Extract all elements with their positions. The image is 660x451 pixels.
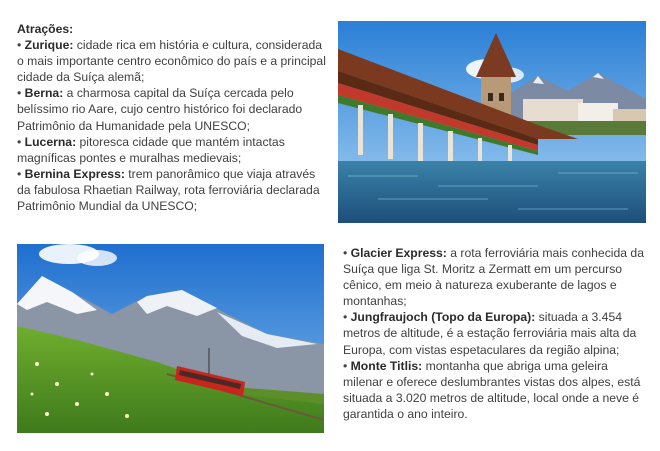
list-item-monte-titlis [343, 358, 648, 422]
item-name: Monte Titlis: [350, 358, 423, 373]
bullet: • [343, 358, 351, 373]
attractions-list-bottom [343, 245, 648, 422]
bullet: • [17, 134, 25, 149]
item-name: Glacier Express: [350, 246, 447, 260]
jungfrau-railway-photo [17, 244, 324, 433]
item-text: a rota ferroviária mais conhecida da Suíça que liga St. Moritz a Zermatt em um percurso cênico, em meio à natureza exuberante de lagos e montanhas; [343, 246, 644, 309]
list-item-zurique [17, 37, 329, 85]
item-name: Lucerna: [24, 134, 77, 149]
list-item-lucerna [17, 134, 329, 166]
bullet: • [17, 86, 25, 101]
bullet: • [343, 246, 351, 260]
lucerne-chapel-bridge-photo [338, 21, 646, 223]
bullet: • [17, 166, 25, 181]
attractions-list-top [17, 21, 329, 214]
item-name: Zurique: [24, 38, 74, 53]
item-text: situada a 3.454 metros de altitude, é a estação ferroviária mais alta da Europa, com vistas espetaculares da região alpina; [343, 310, 637, 357]
item-text: cidade rica em história e cultura, considerada o mais importante centro econômico do país e a principal cidade da Suíça alemã; [17, 38, 326, 85]
item-name: Jungfraujoch (Topo da Europa): [350, 310, 536, 325]
list-item-berna [17, 85, 329, 133]
attractions-heading: Atrações: [17, 22, 74, 36]
bullet: • [343, 310, 351, 325]
item-name: Berna: [24, 86, 64, 101]
list-item-glacier-express [343, 245, 648, 309]
item-text: pitoresca cidade que mantém intactas magníficas pontes e muralhas medievais; [17, 134, 285, 165]
list-item-jungfraujoch [343, 309, 648, 357]
item-text: a charmosa capital da Suíça cercada pelo belíssimo rio Aare, cujo centro histórico foi declarado Patrimônio da Humanidade pela UNESCO; [17, 86, 303, 133]
list-item-bernina-express [17, 166, 329, 214]
item-text: trem panorâmico que viaja através da fabulosa Rhaetian Railway, rota ferroviária declarada Patrimônio Mundial da UNESCO; [17, 166, 320, 214]
item-text: montanha que abriga uma geleira milenar e oferece deslumbrantes vistas dos alpes, está situada a 3.020 metros de altitude, local onde a neve é garantida o ano inteiro. [343, 358, 641, 421]
bullet: • [17, 38, 25, 53]
item-name: Bernina Express: [24, 166, 125, 181]
